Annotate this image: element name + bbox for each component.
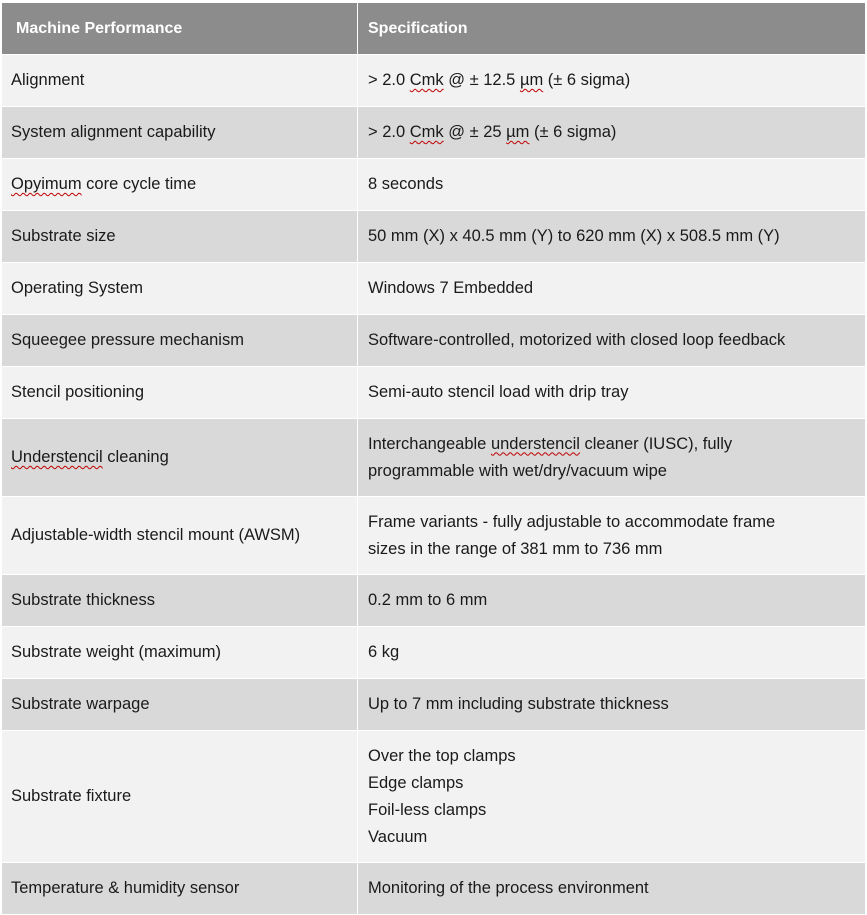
specification-value (358, 627, 866, 679)
parameter-name: Substrate weight (maximum) (2, 627, 358, 679)
specification-line: > 2.0 Cmk @ ± 25 µm (± 6 sigma) (368, 123, 617, 141)
specification-value (358, 159, 866, 211)
specification-value (358, 419, 866, 497)
specification-value (358, 863, 866, 915)
table-row (2, 575, 866, 627)
specification-value (358, 497, 866, 575)
parameter-name: Adjustable-width stencil mount (AWSM) (2, 497, 358, 575)
parameter-name: System alignment capability (2, 107, 358, 159)
specification-line: Frame variants - fully adjustable to accommodate frame (368, 512, 776, 531)
table-row (2, 627, 866, 679)
specification-value (358, 211, 866, 263)
parameter-name: Opyimum core cycle time (2, 159, 358, 211)
parameter-name: Stencil positioning (2, 367, 358, 419)
specification-line: Monitoring of the process environment (368, 879, 649, 897)
specification-line: sizes in the range of 381 mm to 736 mm (368, 539, 663, 558)
parameter-name: Substrate thickness (2, 575, 358, 627)
spec-table-body (2, 55, 866, 915)
spec-table (1, 2, 866, 915)
parameter-name: Alignment (2, 55, 358, 107)
specification-line: 0.2 mm to 6 mm (368, 591, 488, 609)
table-row (2, 419, 866, 497)
specification-line: > 2.0 Cmk @ ± 12.5 µm (± 6 sigma) (368, 71, 631, 89)
header-row (2, 3, 866, 55)
header-specification: Specification (358, 3, 866, 55)
table-row (2, 211, 866, 263)
specification-line: Software-controlled, motorized with closed loop feedback (368, 331, 786, 349)
table-row (2, 263, 866, 315)
specification-value (358, 367, 866, 419)
specification-line: programmable with wet/dry/vacuum wipe (368, 461, 667, 480)
specification-line: Interchangeable understencil cleaner (IUSC), fully (368, 434, 733, 453)
specification-line: Vacuum (368, 827, 428, 846)
table-row (2, 863, 866, 915)
specification-line: 50 mm (X) x 40.5 mm (Y) to 620 mm (X) x 508.5 mm (Y) (368, 227, 780, 245)
table-row (2, 107, 866, 159)
specification-line: Windows 7 Embedded (368, 279, 534, 297)
table-row (2, 55, 866, 107)
table-row (2, 159, 866, 211)
table-row (2, 367, 866, 419)
specification-line: Edge clamps (368, 773, 464, 792)
parameter-name: Substrate warpage (2, 679, 358, 731)
table-row (2, 315, 866, 367)
table-row (2, 497, 866, 575)
specification-value (358, 679, 866, 731)
header-machine-performance: Machine Performance (2, 3, 358, 55)
specification-line: Up to 7 mm including substrate thickness (368, 695, 669, 713)
specification-line: Foil-less clamps (368, 800, 487, 819)
parameter-name: Substrate size (2, 211, 358, 263)
table-row (2, 731, 866, 863)
parameter-name: Temperature & humidity sensor (2, 863, 358, 915)
specification-value (358, 575, 866, 627)
parameter-name: Squeegee pressure mechanism (2, 315, 358, 367)
parameter-name: Operating System (2, 263, 358, 315)
parameter-name: Substrate fixture (2, 731, 358, 863)
specification-line: Semi-auto stencil load with drip tray (368, 383, 629, 401)
specification-line: Over the top clamps (368, 746, 516, 765)
specification-line: 8 seconds (368, 175, 444, 193)
table-row (2, 679, 866, 731)
specification-value (358, 55, 866, 107)
parameter-name: Understencil cleaning (2, 419, 358, 497)
specification-value (358, 731, 866, 863)
specification-value (358, 315, 866, 367)
specification-value (358, 263, 866, 315)
specification-value (358, 107, 866, 159)
specification-line: 6 kg (368, 643, 400, 661)
